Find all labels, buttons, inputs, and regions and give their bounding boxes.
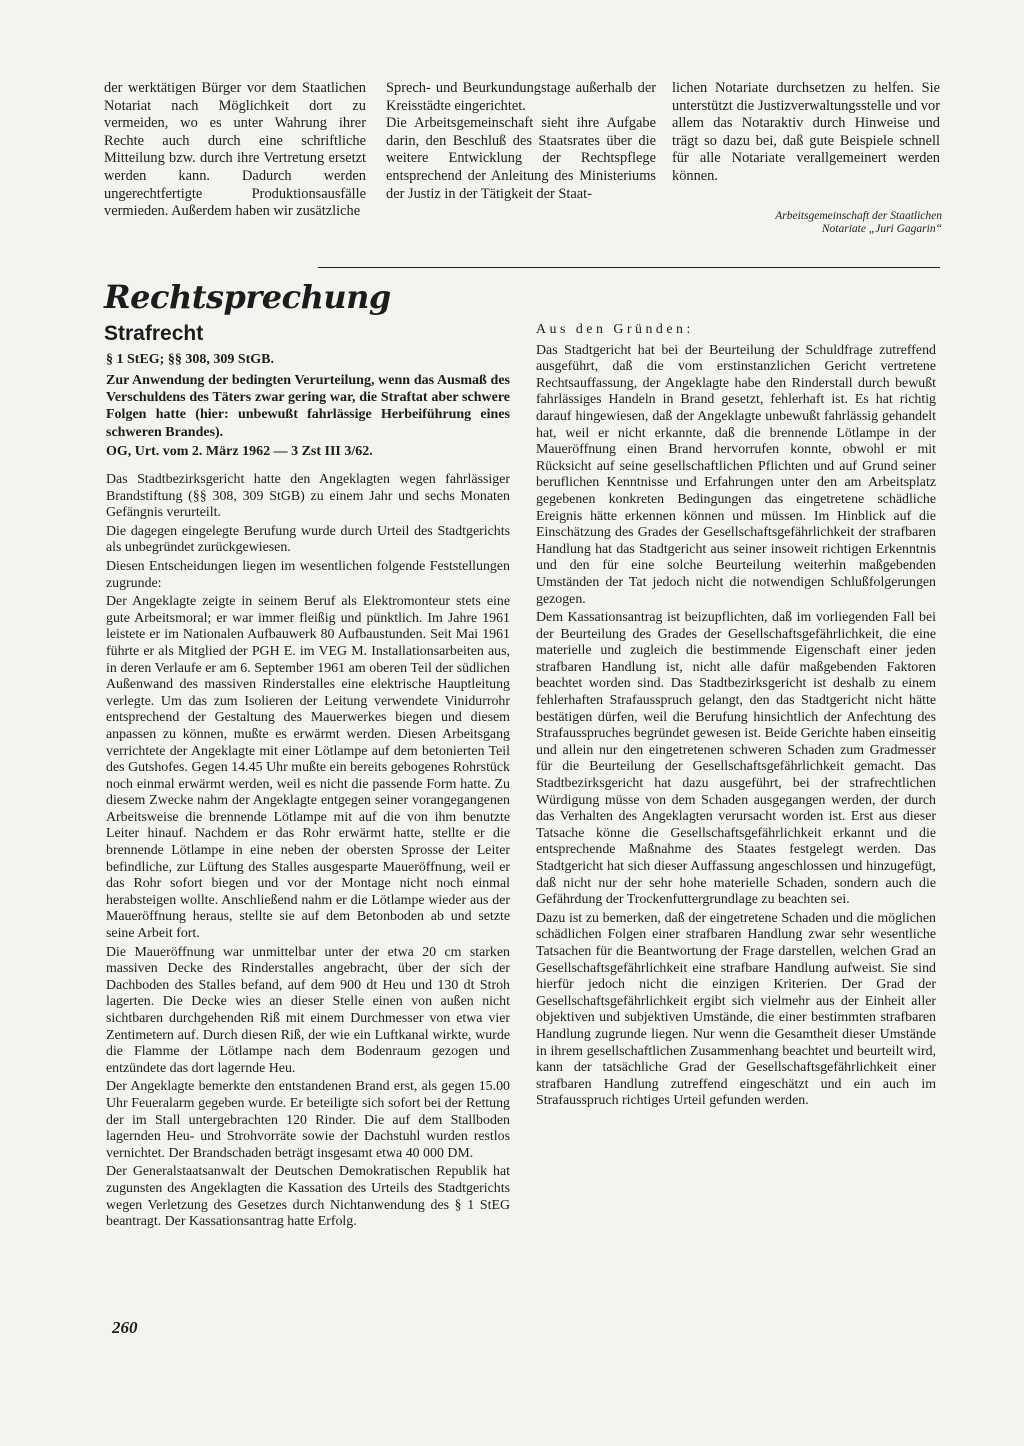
paragraph: Die Maueröffnung war unmittelbar unter der etwa 20 cm starken massiven Decke des Rinderstalles angebracht, über der sich der Dachboden des Stalles befand, auf dem 900 dt Heu und 130 dt Stroh lagerten. Die Decke wies an dieser Stelle einen von außen nicht sichtbaren durchgehenden Riß mit einem Durchmesser von etwa vier Zentimetern auf. Durch diesen Riß, der wie ein Luftkanal wirkte, wurde die Flamme der Lötlampe nach dem Bodenraum gezogen und entzündete das dort lagernde Heu. (106, 944, 510, 1076)
left-column (106, 472, 510, 1233)
paragraph: der werktätigen Bürger vor dem Staatlichen Notariat nach Möglichkeit dort zu vermeiden, wo es unter Wahrung ihrer Rechte auch durch eine schriftliche Mitteilung bzw. durch ihre Vertretung ersetzt werden kann. Dadurch werden ungerechtfertigte Produktionsausfälle vermieden. Außerdem haben wir zusätzliche (104, 80, 366, 220)
signature-line-1: Arbeitsgemeinschaft der Staatlichen (775, 210, 942, 222)
paragraph: Dem Kassationsantrag ist beizupflichten, daß im vorliegenden Fall bei der Beurteilung des Grades der Gesellschaftsgefährlichkeit, die eine materielle und zugleich die bestimmende Eigenschaft einer jeden strafbaren Handlung ist, nicht alle dafür maßgebenden Faktoren beachtet worden sind. Das Stadtbezirksgericht ist deshalb zu einem fehlerhaften Strafausspruch gelangt, den das Stadtgericht nicht hätte bestätigen dürfen, weil die Berufung hinsichtlich der Anfechtung des Strafausspruches begründet gewesen ist. Beide Gerichte haben einseitig und allein nur den eingetretenen schweren Schaden zum Gradmesser für die Beurteilung der Gesellschaftsgefährlichkeit gemacht. Das Stadtbezirksgericht hat dazu ausgeführt, bei der strafrechtlichen Würdigung müsse von dem Schaden ausgegangen werden, der durch das Verhalten des Angeklagten verursacht worden ist. Erst aus dieser Tatsache könne die Gesellschaftsgefährlichkeit erkannt und die entsprechende Maßnahme des Staates festgelegt werden. Das Stadtgericht hat sich dieser Auffassung angeschlossen und hinzugefügt, daß nicht nur der sehr hohe materielle Schaden, sondern auch die Gefährdung der Trockenfuttergrundlage zu beachten sei. (536, 610, 936, 908)
paragraph: Das Stadtbezirksgericht hatte den Angeklagten wegen fahrlässiger Brandstiftung (§§ 308, 309 StGB) zu einem Jahr und sechs Monaten Gefängnis verurteilt. (106, 472, 510, 521)
paragraph: Sprech- und Beurkundungstage außerhalb der Kreisstädte eingerichtet. (386, 80, 656, 114)
top-column-3 (672, 80, 940, 186)
paragraph: Dazu ist zu bemerken, daß der eingetretene Schaden und die möglichen schädlichen Folgen einer strafbaren Handlung zwar sehr wesentliche Tatsachen für die Beantwortung der Frage darstellen, welchen Grad an Gesellschaftsgefährlichkeit eine strafbare Handlung aufweist. Sie sind hierfür jedoch nicht die einzigen Kriterien. Der Grad der Gesellschaftsgefährlichkeit ergibt sich vielmehr aus der Einheit aller objektiven und subjektiven Umstände, die einer bestimmten strafbaren Handlung zugrunde liegen. Nur wenn die Gesamtheit dieser Umstände in ihrem gesellschaftlichen Zusammenhang beachtet und beurteilt wird, kann der tatsächliche Grad der Gesellschaftsgefährlichkeit einer strafbaren Handlung zutreffend eingeschätzt und ein auch im Strafausspruch richtiges Urteil gefunden werden. (536, 910, 936, 1109)
law-reference: § 1 StEG; §§ 308, 309 StGB. (106, 352, 275, 367)
grounds-heading: Aus den Gründen: (536, 322, 694, 337)
signature-line-2: Notariate „Juri Gagarin“ (821, 223, 942, 235)
section-title: Rechtsprechung (104, 278, 391, 316)
headnote: Zur Anwendung der bedingten Verurteilung, wenn das Ausmaß des Verschuldens des Täters zwar gering war, die Straftat aber schwere Folgen hatte (hier: unbewußt fahrlässige Herbeiführung eines schweren Brandes). (106, 373, 510, 440)
top-column-2 (386, 80, 656, 203)
right-column (536, 322, 936, 1112)
paragraph: Der Angeklagte bemerkte den entstandenen Brand erst, als gegen 15.00 Uhr Feueralarm gegeben wurde. Er beteiligte sich sofort bei der Rettung der im Stall untergebrachten 120 Rinder. Die auf dem Stallboden lagernden Heu- und Strohvorräte sowie der Dachstuhl wurden restlos vernichtet. Der Brandschaden beträgt insgesamt etwa 40 000 DM. (106, 1079, 510, 1161)
paragraph: Die Arbeitsgemeinschaft sieht ihre Aufgabe darin, den Beschluß des Staatsrates über die weitere Entwicklung der Rechtspflege entsprechend der Anleitung des Ministeriums der Justiz in der Tätigkeit der Staat- (386, 115, 656, 202)
paragraph: lichen Notariate durchsetzen zu helfen. Sie unterstützt die Justizverwaltungsstelle und vor allem das Notaraktiv durch Hinweise und trägt so dazu bei, daß gute Beispiele schnell für alle Notariate verallgemeinert werden können. (672, 80, 940, 184)
paragraph: Die dagegen eingelegte Berufung wurde durch Urteil des Stadtgerichts als unbegründet zurückgewiesen. (106, 523, 510, 556)
page-number: 260 (112, 1318, 138, 1337)
paragraph: Diesen Entscheidungen liegen im wesentlichen folgende Feststellungen zugrunde: (106, 558, 510, 591)
section-divider (318, 267, 940, 268)
top-column-1 (104, 80, 366, 221)
paragraph: Der Generalstaatsanwalt der Deutschen Demokratischen Republik hat zugunsten des Angeklagten die Kassation des Urteils des Stadtgerichts wegen Verletzung des Gesetzes durch Nichtanwendung des § 1 StEG beantragt. Der Kassationsantrag hatte Erfolg. (106, 1164, 510, 1230)
subsection-title: Strafrecht (104, 322, 204, 345)
paragraph: Der Angeklagte zeigte in seinem Beruf als Elektromonteur stets eine gute Arbeitsmoral; er war immer fleißig und pünktlich. Im Jahre 1961 leistete er im Nationalen Aufbauwerk 80 Aufbaustunden. Seit Mai 1961 führte er als Mitglied der PGH E. im VEG M. Installationsarbeiten aus, in deren Verlaufe er am 6. September 1961 am oberen Teil der südlichen Außenwand des massiven Rinderstalles eine elektrische Hauptleitung verlegte. Um das zum Isolieren der Leitung verwendete Vinidurrohr entsprechend der Gestaltung des Mauerwerkes biegen und diesem anpassen zu können, mußte es erwärmt werden. Diesen Arbeitsgang verrichtete der Angeklagte mit einer Lötlampe auf dem betonierten Teil des Gutshofes. Gegen 14.45 Uhr mußte ein bereits gebogenes Rohrstück noch einmal erwärmt werden, weil es nicht die passende Form hatte. Zu diesem Zwecke nahm der Angeklagte entgegen seiner vorangegangenen Arbeitsweise die brennende Lötlampe mit auf die von ihm benutzte Leiter hinauf. Nachdem er das Rohr erwärmt hatte, stellte er die brennende Lötlampe in eine neben der obersten Sprosse der Leiter befindliche, zur Lüftung des Stalles ausgesparte Maueröffnung, weil er das Rohr sofort biegen und vor der Montage nicht noch einmal herabsteigen wollte. Anschließend nahm er die Lötlampe wieder aus der Maueröffnung heraus, stellte sie auf dem Betonboden ab und setzte seine Arbeit fort. (106, 594, 510, 942)
signature (672, 210, 942, 236)
paragraph: Das Stadtgericht hat bei der Beurteilung der Schuldfrage zutreffend ausgeführt, daß die vom erstinstanzlichen Gericht vertretene Rechtsauffassung, der Angeklagte habe den Rinderstall durch bewußt fahrlässiges Handeln in Brand gesetzt, fehlerhaft ist. Es hat richtig darauf hingewiesen, daß der Angeklagte unbewußt fahrlässig gehandelt hat, weil er nicht erkannte, daß die brennende Lötlampe in der Maueröffnung einen Brand hervorrufen konnte, obwohl er mit Rücksicht auf seine gesellschaftlichen Pflichten und auf Grund seiner beruflichen Kenntnisse und Erfahrungen unter den am Arbeitsplatz gegebenen konkreten Bedingungen das eingetretene schädliche Ereignis hätte erkennen können und müssen. Im Hinblick auf die Einschätzung des Grades der Gesellschaftsgefährlichkeit der strafbaren Handlung hat das Stadtgericht aus seiner insoweit richtigen Erkenntnis und den für eine solche Beurteilung weiterhin maßgebenden Umständen der Tat jedoch nicht die notwendigen Schlußfolgerungen gezogen. (536, 342, 936, 607)
court-citation: OG, Urt. vom 2. März 1962 — 3 Zst III 3/62. (106, 444, 373, 459)
